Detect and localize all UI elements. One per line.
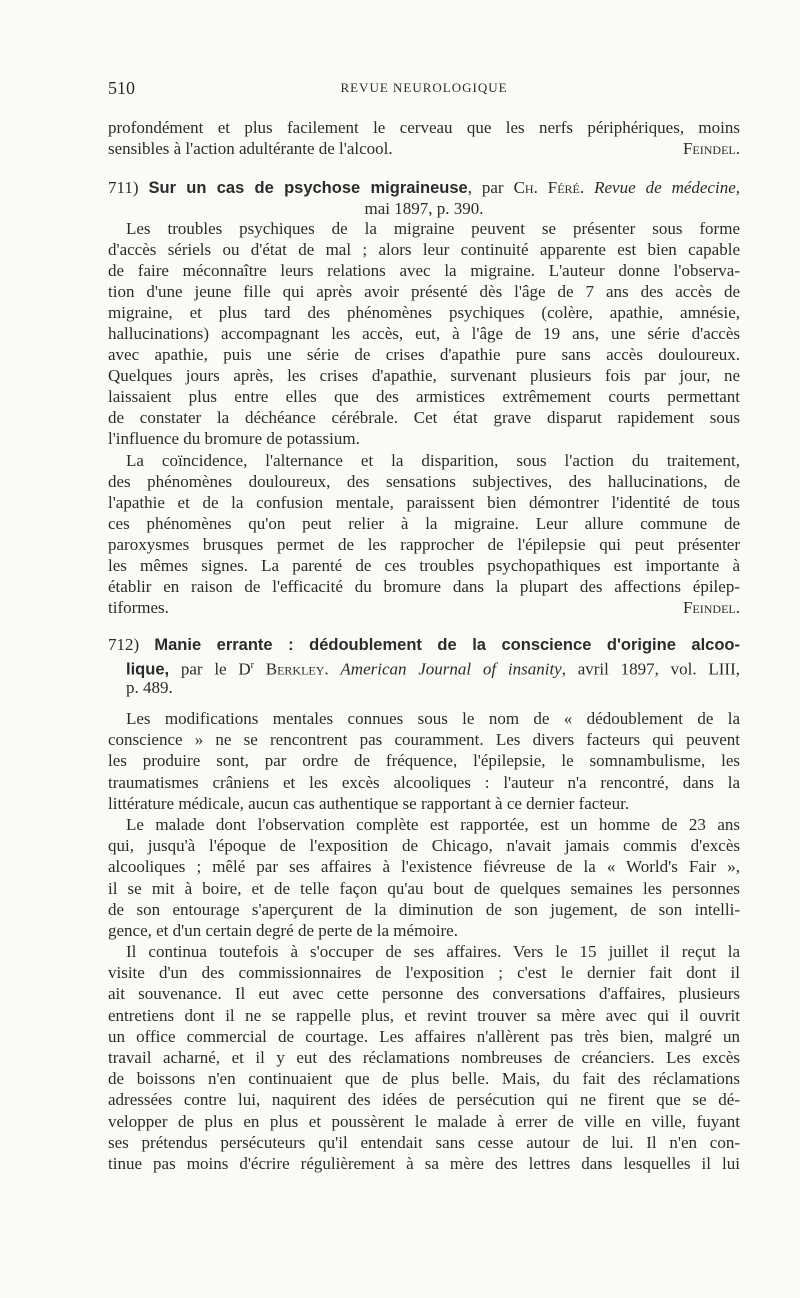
text: littérature médicale, aucun cas authentique se rapportant à ce dernier facteur.: [108, 793, 630, 813]
text-line: [108, 428, 740, 449]
text-line: [108, 772, 740, 793]
article-title: Sur un cas de psychose migraineuse: [148, 179, 468, 197]
text-line: [108, 302, 740, 323]
text-line: [108, 492, 740, 513]
text: de son entourage s'aperçurent de la diminution de son jugement, de son intelli-: [108, 899, 740, 919]
paragraph: [108, 218, 740, 449]
text-line: [108, 260, 740, 281]
article-712-body: [108, 708, 740, 1174]
text-line: [108, 941, 740, 962]
text-line: [108, 835, 740, 856]
text: des phénomènes douloureux, des sensations subjectives, des hallucinations, de: [108, 472, 740, 491]
text: La coïncidence, l'alternance et la disparition, sous l'action du traitement,: [126, 451, 740, 470]
text: visite d'un des commissionnaires de l'exposition ; c'est le dernier fait dont il: [108, 963, 740, 983]
text-line: [108, 920, 740, 941]
text-line: [108, 218, 740, 239]
author: Berkley.: [253, 659, 341, 679]
text: entretiens dont il ne se rappelle plus, et revint trouver sa mère avec qui il ouvrit: [108, 1005, 740, 1025]
text-line: [108, 899, 740, 920]
citation: mai 1897, p. 390.: [364, 199, 484, 218]
text-line: profondément et plus facilement le cerveau que les nerfs périphériques, moins: [108, 118, 740, 137]
text-line: [108, 814, 740, 835]
text: qui, jusqu'à l'époque de l'exposition de Chicago, n'avait jamais commis d'excès: [108, 836, 740, 856]
text-line: [108, 576, 740, 597]
article-title-cont: lique,: [126, 660, 170, 679]
text: .: [579, 178, 595, 197]
text-line: [108, 1005, 740, 1026]
article-number: 711): [108, 178, 139, 197]
text: de boissons n'en continuaient que de plus belle. Mais, du fait des réclamations: [108, 1069, 740, 1089]
text-line: [108, 1111, 740, 1132]
text-line: [108, 878, 740, 899]
article-title: Manie errante : dédoublement de la conscience d'origine alcoo-: [154, 636, 741, 654]
text-line: [108, 793, 740, 814]
text: par le D: [169, 659, 251, 679]
text: adressées contre lui, naquirent des idées de persécution qui ne firent que se dé-: [108, 1090, 740, 1110]
text: migraine, et plus tard des phénomènes psychiques (colère, apathie, amnésie,: [108, 303, 740, 322]
text: de constater la déchéance cérébrale. Cet état grave disparut rapidement sous: [108, 408, 740, 427]
text: les mêmes signes. La parenté de ces troubles psychopathiques est importante à: [108, 556, 740, 575]
article-711-paragraph-2: [108, 450, 740, 618]
text-line: [108, 323, 740, 344]
text-line: [108, 281, 740, 302]
citation: , avril 1897, vol. LIII,: [561, 659, 740, 679]
text: un office commercial de courtage. Les affaires n'allèrent pas très bien, malgré un: [108, 1026, 740, 1046]
text-line: [108, 513, 740, 534]
text-line: [108, 729, 740, 750]
text: Les troubles psychiques de la migraine peuvent se présenter sous forme: [126, 219, 740, 238]
text-line: [108, 534, 740, 555]
text: conscience » ne se rencontrent pas couramment. Les divers facteurs qui peuvent: [108, 730, 740, 750]
text-line: [108, 450, 740, 471]
text: ces phénomènes qu'on peut relier à la migraine. Leur allure commune de: [108, 514, 740, 533]
text-line: [108, 138, 740, 159]
text: alcooliques ; mêlé par ses affaires à l'existence fiévreuse de la « World's Fair »,: [108, 857, 740, 877]
signature: Feindel.: [682, 139, 740, 158]
text: établir en raison de l'efficacité du bromure dans la plupart des affections épilep-: [108, 577, 740, 596]
citation-page: p. 489.: [126, 678, 173, 697]
paragraph: [108, 450, 740, 618]
text-line: [108, 344, 740, 365]
text-line: [108, 597, 740, 618]
text-line: [108, 708, 740, 729]
text: gence, et d'un certain degré de perte de la mémoire.: [108, 920, 458, 940]
intro-paragraph: [108, 117, 740, 159]
article-711-heading: [108, 177, 740, 219]
text-line: [108, 962, 740, 983]
text-line: [108, 239, 740, 260]
heading-line: [108, 655, 740, 677]
paragraph: [108, 708, 740, 814]
text-line: [108, 1089, 740, 1110]
text-line: [108, 983, 740, 1004]
text: Il continua toutefois à s'occuper de ses affaires. Vers le 15 juillet il reçut la: [126, 942, 740, 962]
text: tinue pas moins d'écrire régulièrement à sa mère des lettres dans lesquelles il lui: [108, 1153, 740, 1173]
text-line: [108, 750, 740, 771]
text-line: [108, 365, 740, 386]
text-line: [108, 856, 740, 877]
text: traumatismes crâniens et les excès alcooliques : l'auteur n'a rencontré, dans la: [108, 772, 740, 792]
text: l'influence du bromure de potassium.: [108, 429, 360, 448]
text-line: [108, 386, 740, 407]
text-line: [108, 1026, 740, 1047]
text-line: [108, 1068, 740, 1089]
article-711-paragraph-1: [108, 218, 740, 449]
heading-line: [108, 177, 740, 198]
text-line: [108, 471, 740, 492]
text: paroxysmes brusques permet de les rapprocher de l'épilepsie qui peut présenter: [108, 535, 740, 554]
text: r: [250, 660, 254, 671]
text: ait souvenance. Il eut avec cette personne des conversations d'affaires, plusieurs: [108, 984, 740, 1004]
author: Ch. Féré: [513, 178, 580, 197]
text: tion d'une jeune fille qui après avoir présenté dès l'âge de 7 ans des accès de: [108, 282, 740, 301]
text: les produire sont, par ordre de fréquence, l'épilepsie, le somnambulisme, les: [108, 751, 740, 771]
text: Quelques jours après, les crises d'apathie, survenant plusieurs fois par jour, ne: [108, 366, 740, 385]
paragraph: [108, 941, 740, 1174]
text: l'apathie et de la confusion mentale, paraissent bien démontrer l'identité de tous: [108, 493, 740, 512]
running-header: [108, 76, 740, 100]
text: ses prétendus persécuteurs qu'il entendait sans cesse autour de lui. Il n'en con-: [108, 1132, 740, 1152]
text-line: [108, 407, 740, 428]
text: d'accès sériels ou d'état de mal ; alors leur continuité apparente est bien capable: [108, 240, 740, 259]
text-line: [108, 1153, 740, 1174]
page-number: 510: [108, 78, 135, 98]
article-712-heading: [108, 634, 740, 698]
journal: Revue de médecine,: [594, 178, 740, 197]
text-line: [108, 555, 740, 576]
text-line: [108, 1132, 740, 1153]
text: il se mit à boire, et de telle façon qu'au bout de quelques semaines les personnes: [108, 878, 740, 898]
text: travail acharné, et il y eut des réclamations nombreuses de créanciers. Les excès: [108, 1048, 740, 1067]
signature: Feindel.: [682, 598, 740, 617]
text: de faire méconnaître leurs relations avec la migraine. L'auteur donne l'observa-: [108, 261, 740, 280]
running-title: REVUE NEUROLOGIQUE: [340, 80, 508, 95]
text: laissaient plus entre elles que des armistices extrêmement courts permettant: [108, 387, 740, 406]
text: velopper de plus en plus et poussèrent le malade à errer de ville en ville, fuyant: [108, 1111, 740, 1131]
text: , par: [467, 178, 514, 197]
text: Les modifications mentales connues sous le nom de « dédoublement de la: [126, 709, 740, 728]
heading-line: [108, 634, 740, 655]
text: avec apathie, puis une série de crises d'apathie pure sans accès douloureux.: [108, 345, 740, 364]
text: hallucinations) accompagnant les accès, eut, à l'âge de 19 ans, une série d'accès: [108, 324, 740, 343]
text: Le malade dont l'observation complète est rapportée, est un homme de 23 ans: [126, 814, 740, 834]
journal: American Journal of insanity: [340, 659, 562, 679]
text: sensibles à l'action adultérante de l'alcool.: [108, 139, 393, 158]
article-number: 712): [108, 635, 140, 654]
text-line: [108, 1047, 740, 1068]
text: tiformes.: [108, 598, 169, 617]
paragraph: [108, 814, 740, 941]
